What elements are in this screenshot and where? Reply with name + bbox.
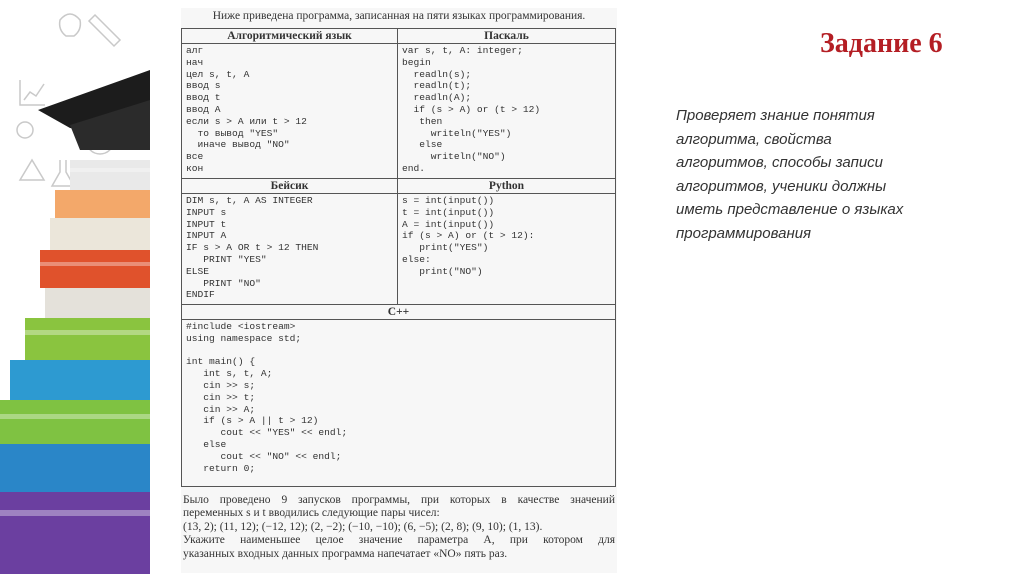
book-1 [70, 160, 150, 190]
header-basic: Бейсик [182, 179, 398, 194]
header-cpp: C++ [182, 305, 616, 320]
header-algo: Алгоритмический язык [182, 29, 398, 44]
description-line: Проверяет знание понятия [676, 107, 875, 124]
task-condition [183, 494, 615, 561]
description-line: алгоритма, свойства [676, 130, 832, 148]
condition-line: Укажите наименьшее целое значение параметра A, при котором для [183, 534, 615, 547]
code-cpp: #include <iostream> using namespace std; int main() { int s, t, A; cin >> s; cin >> t; cin >> A; if (s > A || t > 12) cout << "YES" << endl; else cout << "NO" << endl; return 0; [186, 321, 348, 474]
description-line: иметь представление о языках [676, 201, 904, 218]
code-pascal: var s, t, A: integer; begin readln(s); readln(t); readln(A); if (s > A) or (t > 12) then writeln("YES") else writeln("NO") end. [402, 45, 541, 174]
book-4 [40, 250, 150, 288]
code-table [181, 28, 616, 487]
header-pascal: Паскаль [398, 29, 616, 44]
slide-description [676, 104, 976, 245]
description-line: алгоритмов, способы записи [676, 154, 884, 171]
book-3 [50, 218, 150, 250]
code-python: s = int(input()) t = int(input()) A = int(input()) if (s > A) or (t > 12): print("YES") else: print("NO") [402, 195, 535, 277]
code-basic: DIM s, t, A AS INTEGER INPUT s INPUT t INPUT A IF s > A OR t > 12 THEN PRINT "YES" ELSE PRINT "NO" ENDIF [186, 195, 319, 301]
code-algo: алг нач цел s, t, A ввод s ввод t ввод A если s > A или t > 12 то вывод "YES" иначе вывод "NO" все кон [186, 45, 307, 174]
description-line: алгоритмов, ученики должны [676, 177, 887, 195]
gear-doodle [17, 122, 33, 138]
book-6 [25, 318, 150, 360]
triangle-doodle [20, 160, 44, 180]
slide-title: Задание 6 [820, 28, 943, 59]
description-line: программирования [676, 224, 812, 242]
task-scan [181, 8, 617, 573]
task-intro: Ниже приведена программа, записанная на пяти языках программирования. [212, 10, 586, 22]
book-2 [55, 190, 150, 218]
condition-line: указанных входных данных программа напечатает «NO» пять раз. [183, 547, 508, 560]
book-10 [0, 492, 150, 574]
book-9 [0, 444, 150, 492]
book-7 [10, 360, 150, 400]
header-python: Python [398, 179, 616, 194]
pencil-doodle [89, 15, 120, 46]
condition-line: переменных s и t вводились следующие пары чисел: [183, 507, 440, 520]
chart-doodle [20, 80, 45, 105]
condition-line: Было проведено 9 запусков программы, при которых в качестве значений [183, 494, 615, 506]
book-8 [0, 400, 150, 444]
books-illustration [0, 0, 150, 574]
condition-line: (13, 2); (11, 12); (−12, 12); (2, −2); (−10, −10); (6, −5); (2, 8); (9, 10); (1, 13). [183, 520, 543, 533]
book-5 [45, 288, 150, 318]
bulb-doodle [60, 14, 81, 36]
